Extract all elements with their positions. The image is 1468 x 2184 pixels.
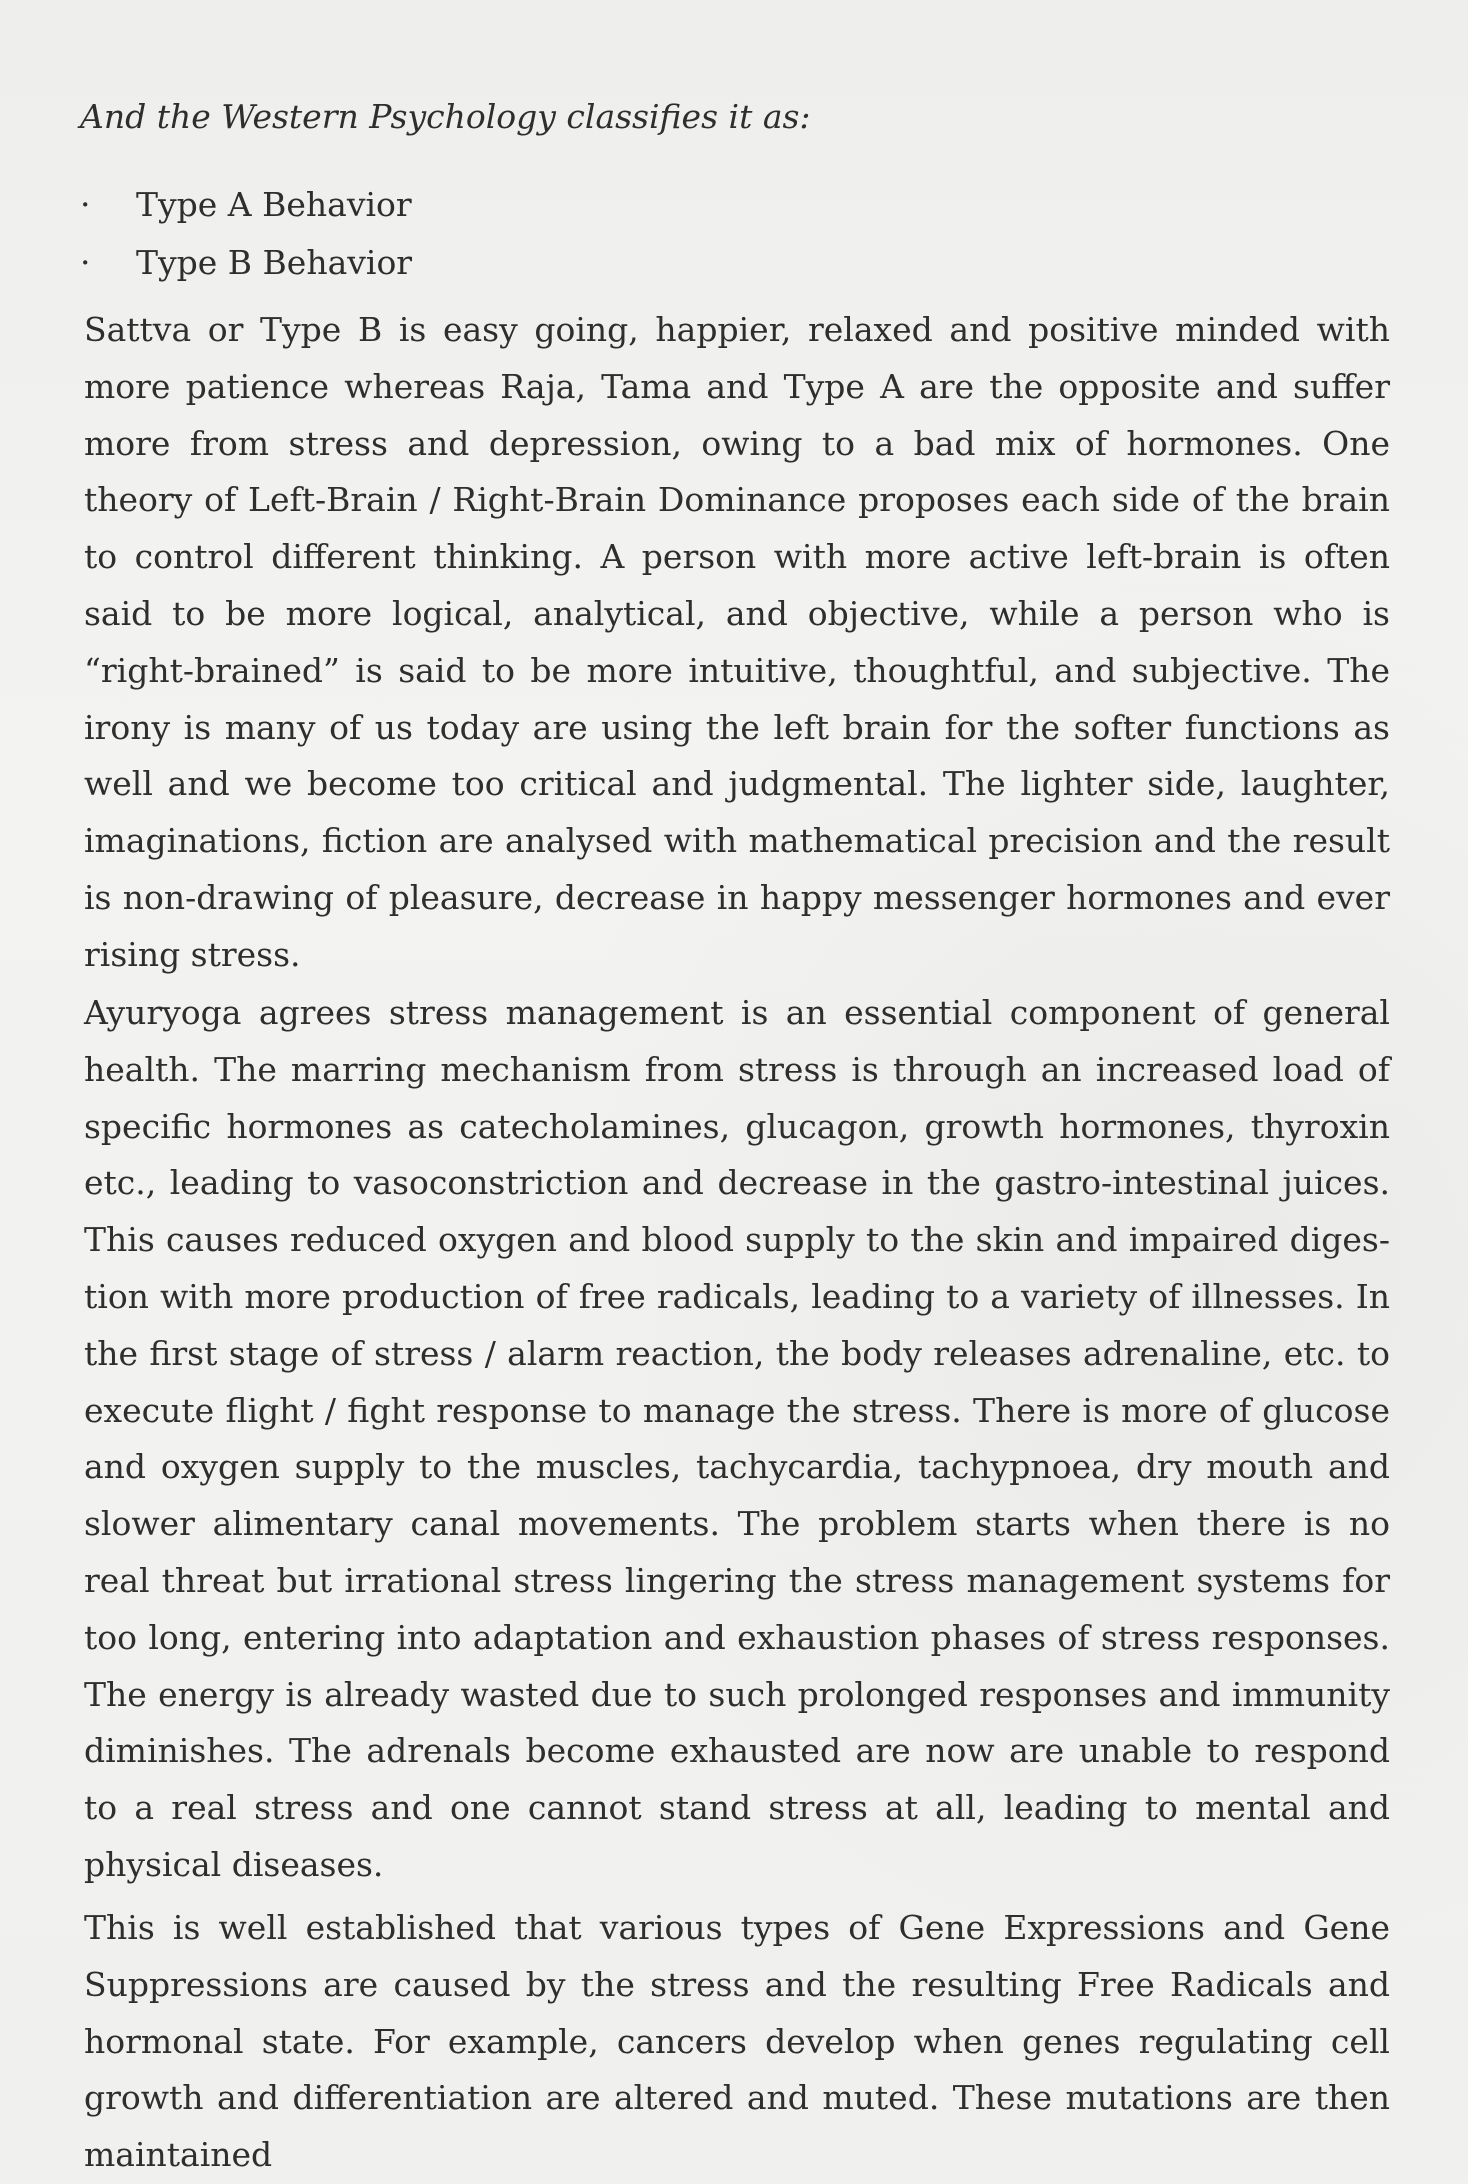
list-item-label: Type A Behavior [136, 185, 412, 224]
list-item [80, 234, 412, 292]
paragraph-gene-expressions: This is well established that various types of Gene Expressions and Gene Suppressions are caused by the stress and the resulting Free Radicals and hormonal state. For example, cancers develop when genes regulating cell growth and differentiation are altered and muted. These mutations are then maintained [84, 1908, 1390, 2175]
list-item-label: Type B Behavior [136, 243, 413, 282]
list-item [80, 176, 412, 234]
bullet-marker: · [80, 243, 91, 282]
intro-line: And the Western Psychology classifies it as: [80, 97, 811, 136]
paragraph-sattva-type-b: Sattva or Type B is easy going, happier, relaxed and positive minded with more patience whereas Raja, Tama and Type A are the opposite and suffer more from stress and depression, owing to a bad mix of hormones. One theory of Left-Brain / Right-Brain Dominance proposes each side of the brain to control different thinking. A person with more active left-brain is often said to be more logical, analytical, and objective, while a person who is “right-brained” is said to be more intuitive, thoughtful, and subjective. The irony is many of us today are using the left brain for the softer functions as well and we become too critical and judgmental. The lighter side, laughter, imaginations, fiction are analysed with mathematical precision and the result is non-drawing of pleasure, decrease in happy messenger hormones and ever rising stress. [84, 310, 1390, 974]
paragraph-stress-management: Ayuryoga agrees stress management is an essential component of general health. The marring mechanism from stress is through an increased load of specific hormones as catecholamines, glucagon, growth hormones, thyroxin etc., leading to vasoconstriction and decrease in the gastro-intestinal juices. This causes reduced oxygen and blood supply to the skin and impaired digestion with more production of free radicals, leading to a variety of illnesses. In the first stage of stress / alarm reaction, the body releases adrenaline, etc. to execute flight / fight response to manage the stress. There is more of glucose and oxygen supply to the muscles, tachycardia, tachypnoea, dry mouth and slower alimentary canal movements. The problem starts when there is no real threat but irrational stress lingering the stress management systems for too long, entering into adaptation and exhaustion phases of stress responses. The energy is already wasted due to such prolonged responses and immunity diminishes. The adrenals become exhausted are now are unable to respond to a real stress and one cannot stand stress at all, leading to mental and physical diseases. [84, 993, 1390, 1884]
behavior-type-list [80, 176, 412, 292]
bullet-marker: · [80, 185, 91, 224]
